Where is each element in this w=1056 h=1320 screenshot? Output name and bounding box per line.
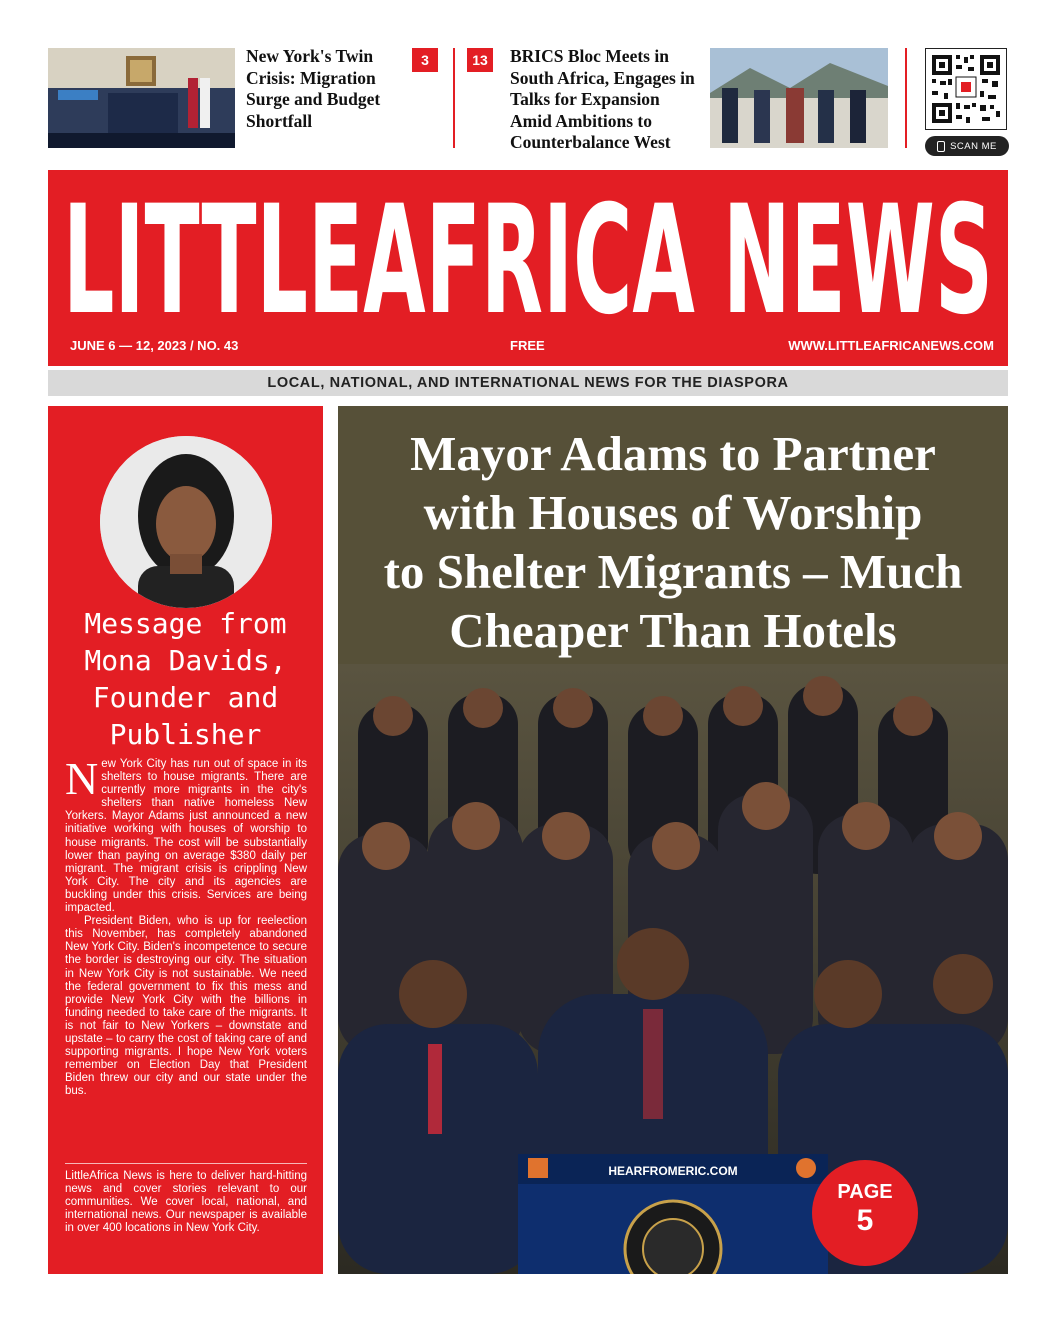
page-badge-label: PAGE	[837, 1181, 893, 1203]
cover-headline-line: with Houses of Worship	[423, 485, 923, 540]
cover-headline-line: Mayor Adams to Partner	[410, 426, 936, 481]
teaser-photo-press-conference[interactable]	[48, 48, 235, 148]
issue-date: JUNE 6 — 12, 2023 / NO. 43	[70, 338, 239, 353]
podium-text: HEARFROMERIC.COM	[608, 1164, 738, 1178]
phone-icon	[937, 141, 945, 152]
publisher-portrait	[100, 436, 272, 608]
cover-headline-line: to Shelter Migrants – Much	[383, 544, 963, 599]
cover-story[interactable]	[338, 406, 1008, 1274]
message-paragraph-text: ew York City has run out of space in its shelters to house migrants. There are currently more migrants in the city's shelters than native homeless New Yorkers. Mayor Adams just announced a new initiative working with houses of worship to house migrants. The cost will be substantially lower than paying on average $380 daily per migrant. The migrant crisis is crippling New York City. The city and its agencies are buckling under this crisis. Services are being impacted.	[65, 758, 307, 915]
teaser-page-number: 13	[467, 48, 493, 72]
teaser-photo-brics-leaders[interactable]	[710, 48, 888, 148]
masthead-title[interactable]	[48, 180, 1008, 320]
tagline: LOCAL, NATIONAL, AND INTERNATIONAL NEWS FOR THE DIASPORA	[48, 370, 1008, 396]
message-body	[65, 753, 307, 1098]
message-title-line: Mona Davids,	[84, 644, 287, 677]
message-footer: LittleAfrica News is here to deliver hard-hitting news and cover stories relevant to our communities. We cover local, national, and international news. Our newspaper is available in over 400 locations in New York City.	[65, 1170, 307, 1235]
divider	[453, 48, 455, 148]
divider	[65, 1163, 307, 1164]
cover-headline-line: Cheaper Than Hotels	[449, 603, 897, 658]
website-link[interactable]: WWW.LITTLEAFRICANEWS.COM	[788, 338, 994, 353]
svg-text:LITTLEAFRICA NEWS: LITTLEAFRICA NEWS	[63, 180, 993, 320]
masthead	[48, 170, 1008, 366]
message-paragraph	[65, 753, 307, 915]
message-title-line: Publisher	[109, 718, 262, 751]
message-title-line: Founder and	[92, 681, 279, 714]
divider	[905, 48, 907, 148]
dropcap: N	[65, 753, 99, 804]
cover-headline[interactable]	[338, 424, 1008, 660]
message-title	[58, 605, 313, 753]
scan-me-label	[925, 136, 1009, 156]
scan-me-text: SCAN ME	[950, 140, 997, 152]
message-paragraph: President Biden, who is up for reelection this November, has completely abandoned New York City. Biden's incompetence to secure the border is destroying our city. The situation in New York City is not sustainable. We need the federal government to fix this mess and provide New York City with the billions in funding needed to take care of the migrants. It is not fair to New Yorkers – downstate and upstate – to carry the cost of taking care of and supporting migrants. I hope New York voters remember on Election Day that President Biden threw our city and our state under the bus.	[65, 915, 307, 1098]
teaser-headline-brics[interactable]: BRICS Bloc Meets in South Africa, Engages in Talks for Expansion Amid Ambitions to Counterbalance West	[510, 46, 695, 152]
page-badge[interactable]	[812, 1160, 918, 1266]
message-title-line: Message from	[84, 607, 287, 640]
teaser-headline-twin-crisis[interactable]: New York's Twin Crisis: Migration Surge and Budget Shortfall	[246, 46, 381, 131]
publisher-message-panel	[48, 406, 323, 1274]
qr-code[interactable]	[925, 48, 1007, 130]
teaser-page-number: 3	[412, 48, 438, 72]
page-badge-number: 5	[856, 1204, 874, 1237]
price: FREE	[510, 338, 545, 353]
